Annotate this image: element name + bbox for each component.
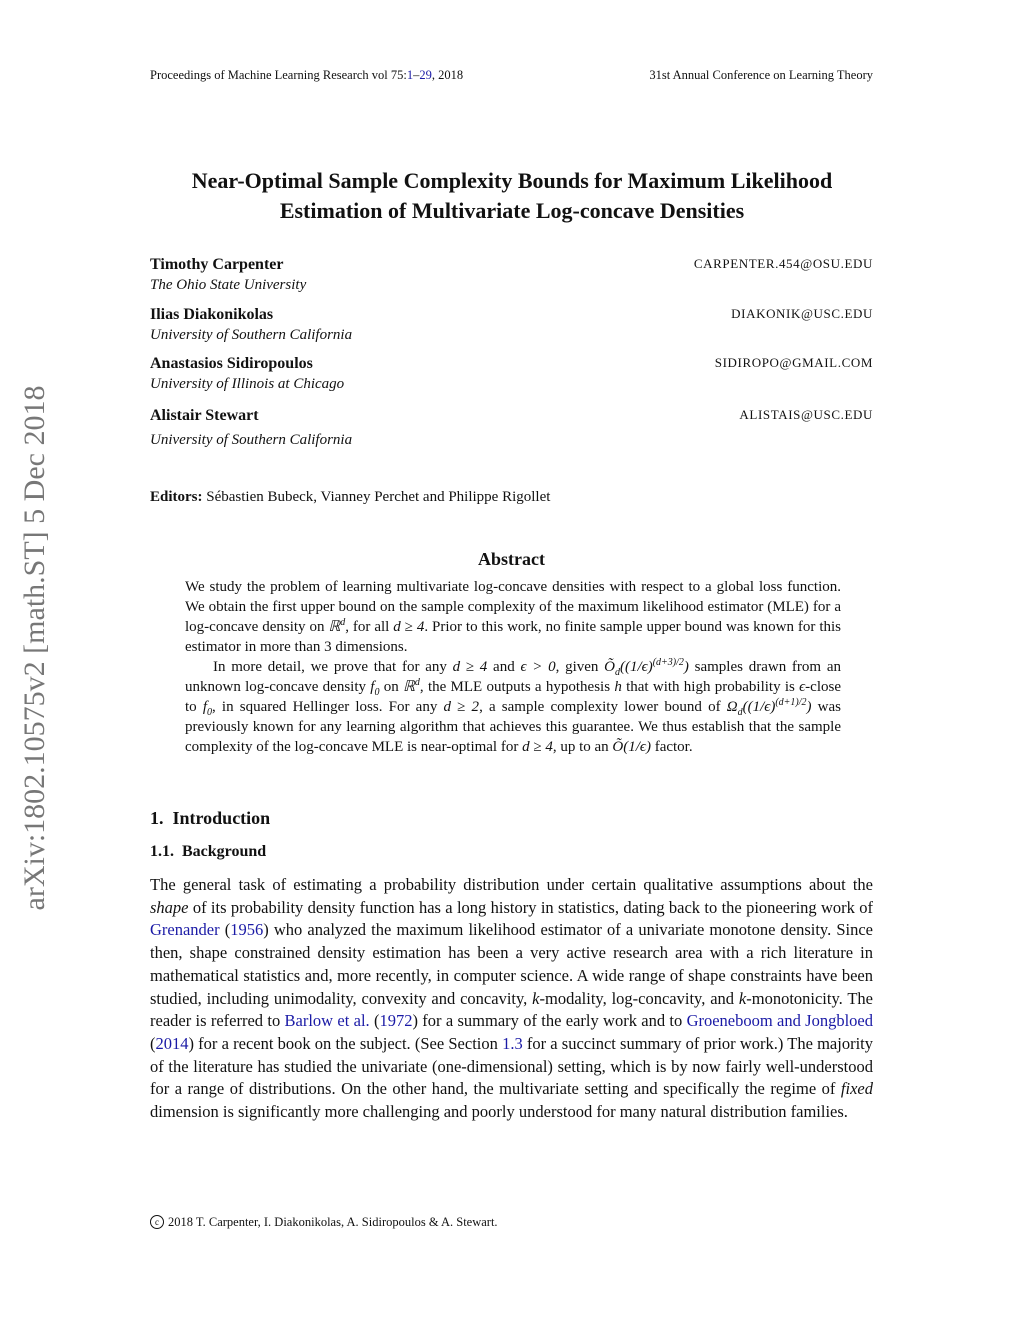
header-year: , 2018 — [431, 68, 464, 82]
math-Rd — [328, 619, 345, 635]
section-number: 1. — [150, 808, 164, 828]
abstract-paragraph-2 — [185, 657, 841, 757]
math-sup: d — [414, 677, 420, 688]
author-name: Anastasios Sidiropoulos — [150, 355, 313, 372]
body-text: of its probability density function has a long history in statistics, dating back to the pioneering work of — [188, 897, 873, 917]
author-name: Ilias Diakonikolas — [150, 306, 274, 323]
citation-link[interactable]: Groeneboom and Jongbloed — [686, 1011, 874, 1031]
citation-year-link[interactable]: 1956 — [230, 920, 264, 940]
body-text: for a recent book on the subject. (See Section — [194, 1033, 503, 1053]
math-Rd — [403, 679, 420, 695]
math-d-ge-2: d ≥ 2 — [443, 699, 480, 715]
section-ref-link[interactable]: 1.3 — [502, 1033, 523, 1053]
math-d-ge-4: d ≥ 4 — [522, 739, 553, 755]
body-text: ( — [369, 1011, 380, 1031]
abstract-text: We study the problem of learning multivariate log-concave densities with respect to a global loss function. We obtain the first upper bound on the sample complexity of the maximum likelihood estimator (MLE) for a log-concave density on — [185, 579, 841, 635]
proceedings-label: Proceedings of Machine Learning Research vol 75: — [150, 68, 407, 82]
abstract-paragraph-1 — [185, 577, 841, 657]
body-text: ( — [150, 1033, 156, 1053]
title-line-1: Near-Optimal Sample Complexity Bounds for Maximum Likelihood — [191, 168, 833, 193]
math-h: h — [614, 679, 622, 695]
math-symbol: Õ — [604, 659, 616, 675]
abstract-text: , in squared Hellinger loss. For any — [212, 699, 444, 715]
page-range-sep: – — [413, 68, 420, 82]
citation-link[interactable]: Grenander — [150, 920, 220, 940]
subsection-heading — [150, 843, 266, 861]
math-eps-gt-0: ϵ > 0 — [520, 659, 556, 675]
math-arg: ((1/ϵ) — [742, 699, 776, 715]
abstract-text: and — [487, 659, 521, 675]
copyright-icon: c — [150, 1215, 164, 1229]
body-text: for a summary of the early work and to — [417, 1011, 687, 1031]
body-text: for a succinct summary of prior work.) The majority of the literature has studied the univariate (one-dimensional) setting, which is by now fairly well-understood for a range of distributions. On the other hand, the multivariate setting and specifically the regime of — [150, 1033, 873, 1099]
citation-year-link[interactable]: 1972 — [379, 1011, 413, 1031]
abstract-heading: Abstract — [478, 549, 545, 569]
last-page-link[interactable]: 29 — [419, 68, 432, 82]
body-text: who analyzed the maximum likelihood estimator of a univariate monotone density. Since then, shape constrained density estimation has been a very active research area with a rich literature in mathematical statistics and, more recently, in computer science. A wide range of shape constraints have been studied, including unimodality, convexity and concavity, — [150, 920, 874, 1008]
emphasis: shape — [150, 897, 189, 917]
citation-link[interactable]: Barlow et al. — [284, 1011, 370, 1031]
abstract-text: , up to an — [552, 739, 613, 755]
editors-line — [150, 489, 550, 506]
author-affiliation: University of Southern California — [150, 327, 353, 343]
math-sub: 0 — [374, 687, 380, 698]
section-heading — [150, 808, 270, 829]
abstract-text: , for all — [345, 619, 394, 635]
math-arg: ((1/ϵ) — [620, 659, 653, 675]
body-text: -monotonicity. The reader is referred to — [150, 988, 873, 1031]
title-line-2: Estimation of Multivariate Log-concave Densities — [279, 198, 745, 223]
body-text: ) — [188, 1033, 194, 1053]
math-d-ge-4: d ≥ 4 — [393, 619, 425, 635]
abstract-text: , given — [555, 659, 605, 675]
math-sub: d — [615, 667, 621, 678]
abstract-text: In more detail, we prove that for any — [213, 659, 453, 675]
author-block — [150, 406, 873, 450]
body-text: ) — [263, 920, 269, 940]
subsection-title: Background — [182, 843, 267, 860]
math-symbol: f — [370, 679, 375, 695]
editors-label: Editors: — [150, 489, 203, 505]
editors-names: Sébastien Bubeck, Vianney Perchet and Philippe Rigollet — [206, 489, 551, 505]
math-O-factor: Õ(1/ϵ) — [612, 739, 651, 755]
author-email[interactable]: CARPENTER.454@OSU.EDU — [693, 256, 873, 271]
math-k: k — [532, 988, 540, 1008]
body-text: ( — [219, 920, 231, 940]
running-header-left — [150, 68, 463, 83]
abstract-text: , a sample complexity lower bound of — [479, 699, 727, 715]
author-affiliation: The Ohio State University — [150, 277, 307, 293]
math-f0 — [202, 699, 213, 718]
author-block — [150, 255, 873, 295]
arxiv-stamp-text: arXiv:1802.10575v2 [math.ST] 5 Dec 2018 — [18, 385, 51, 911]
body-text: dimension is significantly more challenging and poorly understood for many natural distribution families. — [150, 1102, 848, 1122]
math-symbol: f — [202, 699, 208, 715]
body-text: -modality, log-concavity, and — [539, 988, 739, 1008]
math-k: k — [738, 988, 747, 1008]
author-email[interactable]: SIDIROPO@GMAIL.COM — [714, 355, 873, 370]
math-eps: ϵ — [799, 679, 806, 695]
arxiv-stamp — [10, 348, 60, 948]
abstract-body — [185, 577, 841, 757]
emphasis: fixed — [840, 1079, 873, 1099]
math-symbol: ℝ — [328, 619, 341, 635]
section-title: Introduction — [172, 808, 271, 828]
math-symbol: Ω — [726, 699, 738, 715]
subsection-number: 1.1. — [150, 843, 174, 860]
math-close: ) — [806, 699, 812, 715]
author-name: Timothy Carpenter — [150, 256, 284, 273]
author-block — [150, 305, 873, 345]
copyright-text: 2018 T. Carpenter, I. Diakonikolas, A. Sidiropoulos & A. Stewart. — [168, 1215, 498, 1229]
author-email[interactable]: ALISTAIS@USC.EDU — [739, 407, 873, 422]
math-sup: (d+3)/2 — [652, 657, 684, 668]
math-sub: d — [737, 707, 743, 718]
math-d-ge-4: d ≥ 4 — [452, 659, 488, 675]
body-paragraph — [150, 874, 873, 1124]
copyright-footer — [150, 1215, 498, 1230]
abstract-text: . Prior to this work, no finite sample upper bound was known for this estimator in more than 3 dimensions. — [185, 619, 842, 655]
math-close: ) — [683, 659, 689, 675]
author-block — [150, 354, 873, 394]
math-sup: d — [340, 617, 346, 628]
math-sub: 0 — [207, 707, 213, 718]
running-header-right: 31st Annual Conference on Learning Theory — [649, 68, 873, 82]
body-text: ) — [412, 1011, 418, 1031]
author-name: Alistair Stewart — [150, 407, 259, 424]
abstract-text: , the MLE outputs a hypothesis — [419, 679, 615, 695]
abstract-text: that with high probability is — [621, 679, 800, 695]
math-sup: (d+1)/2 — [775, 697, 807, 708]
author-affiliation: University of Illinois at Chicago — [150, 376, 345, 392]
first-page-link[interactable]: 1 — [406, 68, 414, 82]
paper-title — [120, 166, 904, 226]
body-text: The general task of estimating a probability distribution under certain qualitative assumptions about the — [150, 875, 873, 894]
math-O-tilde-bound — [604, 657, 689, 678]
abstract-text: -close to — [185, 679, 841, 715]
abstract-text: on — [379, 679, 404, 695]
math-symbol: ℝ — [403, 679, 415, 695]
author-affiliation: University of Southern California — [150, 432, 353, 448]
citation-year-link[interactable]: 2014 — [155, 1033, 189, 1053]
abstract-text: factor. — [650, 739, 693, 755]
abstract-text: was previously known for any learning algorithm that achieves this guarantee. We thus establish that the sample complexity of the log-concave MLE is near-optimal for — [185, 699, 842, 755]
math-omega-bound — [726, 697, 812, 718]
abstract-text: samples drawn from an unknown log-concave density — [185, 659, 841, 695]
author-email[interactable]: DIAKONIK@USC.EDU — [731, 306, 873, 321]
